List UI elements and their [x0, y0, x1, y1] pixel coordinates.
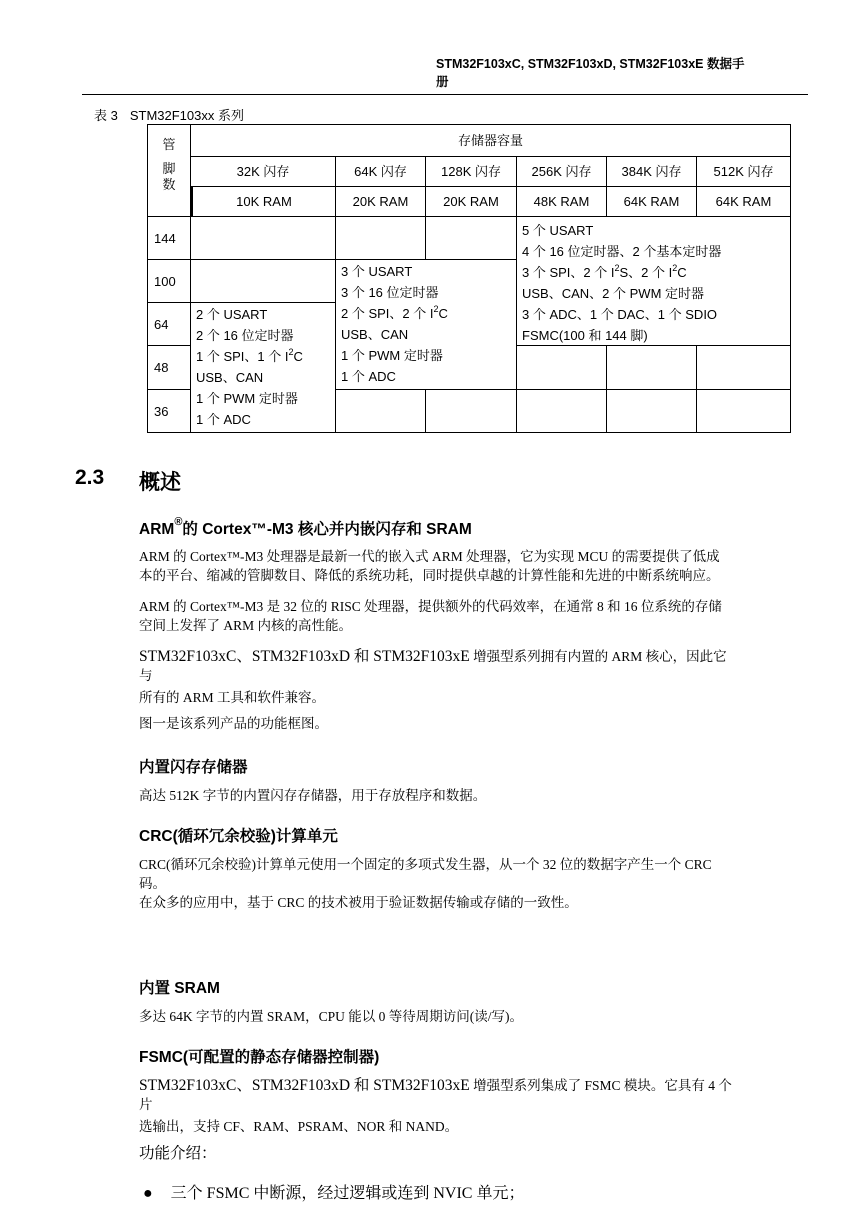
flash-cell: 256K 闪存 [516, 156, 607, 187]
text-line: 功能介绍： [139, 1145, 217, 1162]
empty-cell [606, 345, 697, 390]
text-line: 在众多的应用中，基于 CRC 的技术被用于验证数据传输或存储的一致性。 [139, 895, 578, 910]
fsmc-paragraph [139, 1075, 809, 1168]
crc-paragraph [139, 855, 809, 912]
low-density-features [190, 302, 336, 433]
arm-paragraph-3 [139, 646, 809, 737]
text-line: 图一是该系列产品的功能框图。 [139, 716, 328, 731]
feature-line: USB、CAN [196, 370, 264, 385]
text-line: ARM 的 Cortex™-M3 是 32 位的 RISC 处理器，提供额外的代码效率，在通常 8 和 16 位系统的存储 [139, 599, 722, 614]
empty-cell [425, 216, 517, 260]
text-line: 与 [139, 668, 153, 683]
feature-text: 1 个 SPI、1 个 I [196, 349, 289, 364]
feature-line: 3 个 ADC、1 个 DAC、1 个 SDIO [522, 307, 718, 322]
registered-mark: ® [174, 515, 183, 528]
feature-text: C [293, 349, 303, 364]
fsmc-heading: FSMC(可配置的静态存储器控制器) [139, 1049, 380, 1066]
feature-line: FSMC(100 和 144 脚) [522, 328, 648, 343]
superscript: 2 [614, 262, 620, 273]
empty-cell [335, 389, 426, 433]
table-caption-text: STM32F103xx 系列 [129, 108, 244, 123]
feature-text: 3 个 SPI、2 个 I [522, 265, 615, 280]
ram-cell: 64K RAM [696, 186, 791, 217]
text-line: 空间上发挥了 ARM 内核的高性能。 [139, 618, 353, 633]
pin-count-cell: 48 [147, 345, 191, 390]
feature-text: C [677, 265, 687, 280]
empty-cell [696, 345, 791, 390]
feature-text: C [438, 306, 448, 321]
text-span: STM32F103xC、STM32F103xD 和 STM32F103xE [139, 1077, 470, 1094]
section-title: 概述 [139, 471, 181, 494]
ram-cell: 64K RAM [606, 186, 697, 217]
feature-line: 1 个 PWM 定时器 [341, 348, 443, 363]
text-span: 增强型系列拥有内置的 ARM 核心，因此它 [469, 649, 727, 664]
empty-cell [425, 389, 517, 433]
heading-text: ARM [139, 521, 175, 538]
text-line: 片 [139, 1097, 153, 1112]
feature-line: 1 个 ADC [341, 369, 396, 384]
crc-heading: CRC(循环冗余校验)计算单元 [139, 828, 338, 845]
flash-text: 高达 512K 字节的内置闪存存储器，用于存放程序和数据。 [139, 788, 487, 803]
flash-cell: 384K 闪存 [606, 156, 697, 187]
high-density-features [516, 216, 791, 346]
bullet-icon: ● [143, 1185, 153, 1202]
pin-count-cell: 144 [147, 216, 191, 260]
flash-cell: 64K 闪存 [335, 156, 426, 187]
table-caption [94, 105, 256, 124]
empty-cell [190, 216, 336, 260]
empty-cell [696, 389, 791, 433]
text-line: CRC(循环冗余校验)计算单元使用一个固定的多项式发生器，从一个 32 位的数据字产生一个 CRC [139, 857, 712, 872]
flash-cell: 32K 闪存 [190, 156, 336, 187]
feature-line [196, 346, 330, 367]
superscript: 2 [288, 346, 294, 357]
flash-cell: 512K 闪存 [696, 156, 791, 187]
feature-line: 2 个 USART [196, 307, 268, 322]
empty-cell [606, 389, 697, 433]
ram-cell: 20K RAM [335, 186, 426, 217]
fsmc-bullet-item [143, 1180, 524, 1203]
superscript: 2 [672, 262, 678, 273]
text-line: 码。 [139, 876, 166, 891]
text-line: 选输出，支持 CF、RAM、PSRAM、NOR 和 NAND。 [139, 1119, 459, 1134]
empty-cell [335, 216, 426, 260]
text-line: 本的平台、缩减的管脚数目、降低的系统功耗，同时提供卓越的计算性能和先进的中断系统响应。 [139, 568, 720, 583]
empty-cell [190, 259, 336, 303]
medium-density-features [335, 259, 517, 390]
pin-header-char: 脚 [162, 161, 176, 176]
heading-text: 的 Cortex™-M3 核心并内嵌闪存和 SRAM [182, 521, 472, 538]
pin-count-cell: 64 [147, 302, 191, 346]
flash-cell: 128K 闪存 [425, 156, 517, 187]
pin-header-char: 数 [162, 177, 176, 192]
pin-count-header [147, 124, 191, 217]
section-number: 2.3 [75, 466, 105, 489]
header-title-line1: STM32F103xC, STM32F103xD, STM32F103xE 数据手 [436, 57, 745, 71]
feature-line: 4 个 16 位定时器、2 个基本定时器 [522, 244, 722, 259]
text-line [139, 1075, 809, 1096]
sram-text: 多达 64K 字节的内置 SRAM，CPU 能以 0 等待周期访问(读/写)。 [139, 1009, 524, 1024]
flash-heading: 内置闪存存储器 [139, 759, 248, 776]
pin-count-cell: 100 [147, 259, 191, 303]
arm-paragraph-2 [139, 597, 809, 635]
text-line: 所有的 ARM 工具和软件兼容。 [139, 690, 326, 705]
ram-cell: 20K RAM [425, 186, 517, 217]
pin-header-char: 管 [162, 137, 176, 152]
header-title-line2: 册 [436, 75, 449, 89]
text-line [139, 646, 809, 667]
feature-text: 2 个 SPI、2 个 I [341, 306, 434, 321]
feature-text: S、2 个 I [619, 265, 673, 280]
feature-line [522, 262, 785, 283]
feature-line: 3 个 16 位定时器 [341, 285, 439, 300]
feature-line: USB、CAN [341, 327, 409, 342]
empty-cell [516, 345, 607, 390]
feature-line: 2 个 16 位定时器 [196, 328, 294, 343]
arm-heading [139, 517, 472, 539]
feature-line: 3 个 USART [341, 264, 413, 279]
table-caption-label: 表 3 [94, 108, 118, 123]
pin-count-cell: 36 [147, 389, 191, 433]
sram-heading: 内置 SRAM [139, 980, 220, 997]
feature-line [341, 303, 511, 324]
text-line: ARM 的 Cortex™-M3 处理器是最新一代的嵌入式 ARM 处理器，它为实现 MCU 的需要提供了低成 [139, 549, 720, 564]
superscript: 2 [433, 303, 439, 314]
memory-header: 存储器容量 [190, 124, 791, 157]
empty-cell [516, 389, 607, 433]
text-span: STM32F103xC、STM32F103xD 和 STM32F103xE [139, 648, 470, 665]
bullet-text: 三个 FSMC 中断源，经过逻辑或连到 NVIC 单元； [170, 1185, 525, 1202]
ram-cell: 10K RAM [190, 186, 336, 217]
feature-line: 1 个 ADC [196, 412, 251, 427]
arm-paragraph-1 [139, 547, 809, 585]
header-rule [82, 94, 808, 95]
feature-line: 5 个 USART [522, 223, 594, 238]
feature-line: USB、CAN、2 个 PWM 定时器 [522, 286, 705, 301]
ram-cell: 48K RAM [516, 186, 607, 217]
page-header [436, 55, 806, 91]
feature-line: 1 个 PWM 定时器 [196, 391, 298, 406]
text-span: 增强型系列集成了 FSMC 模块。它具有 4 个 [469, 1078, 732, 1093]
